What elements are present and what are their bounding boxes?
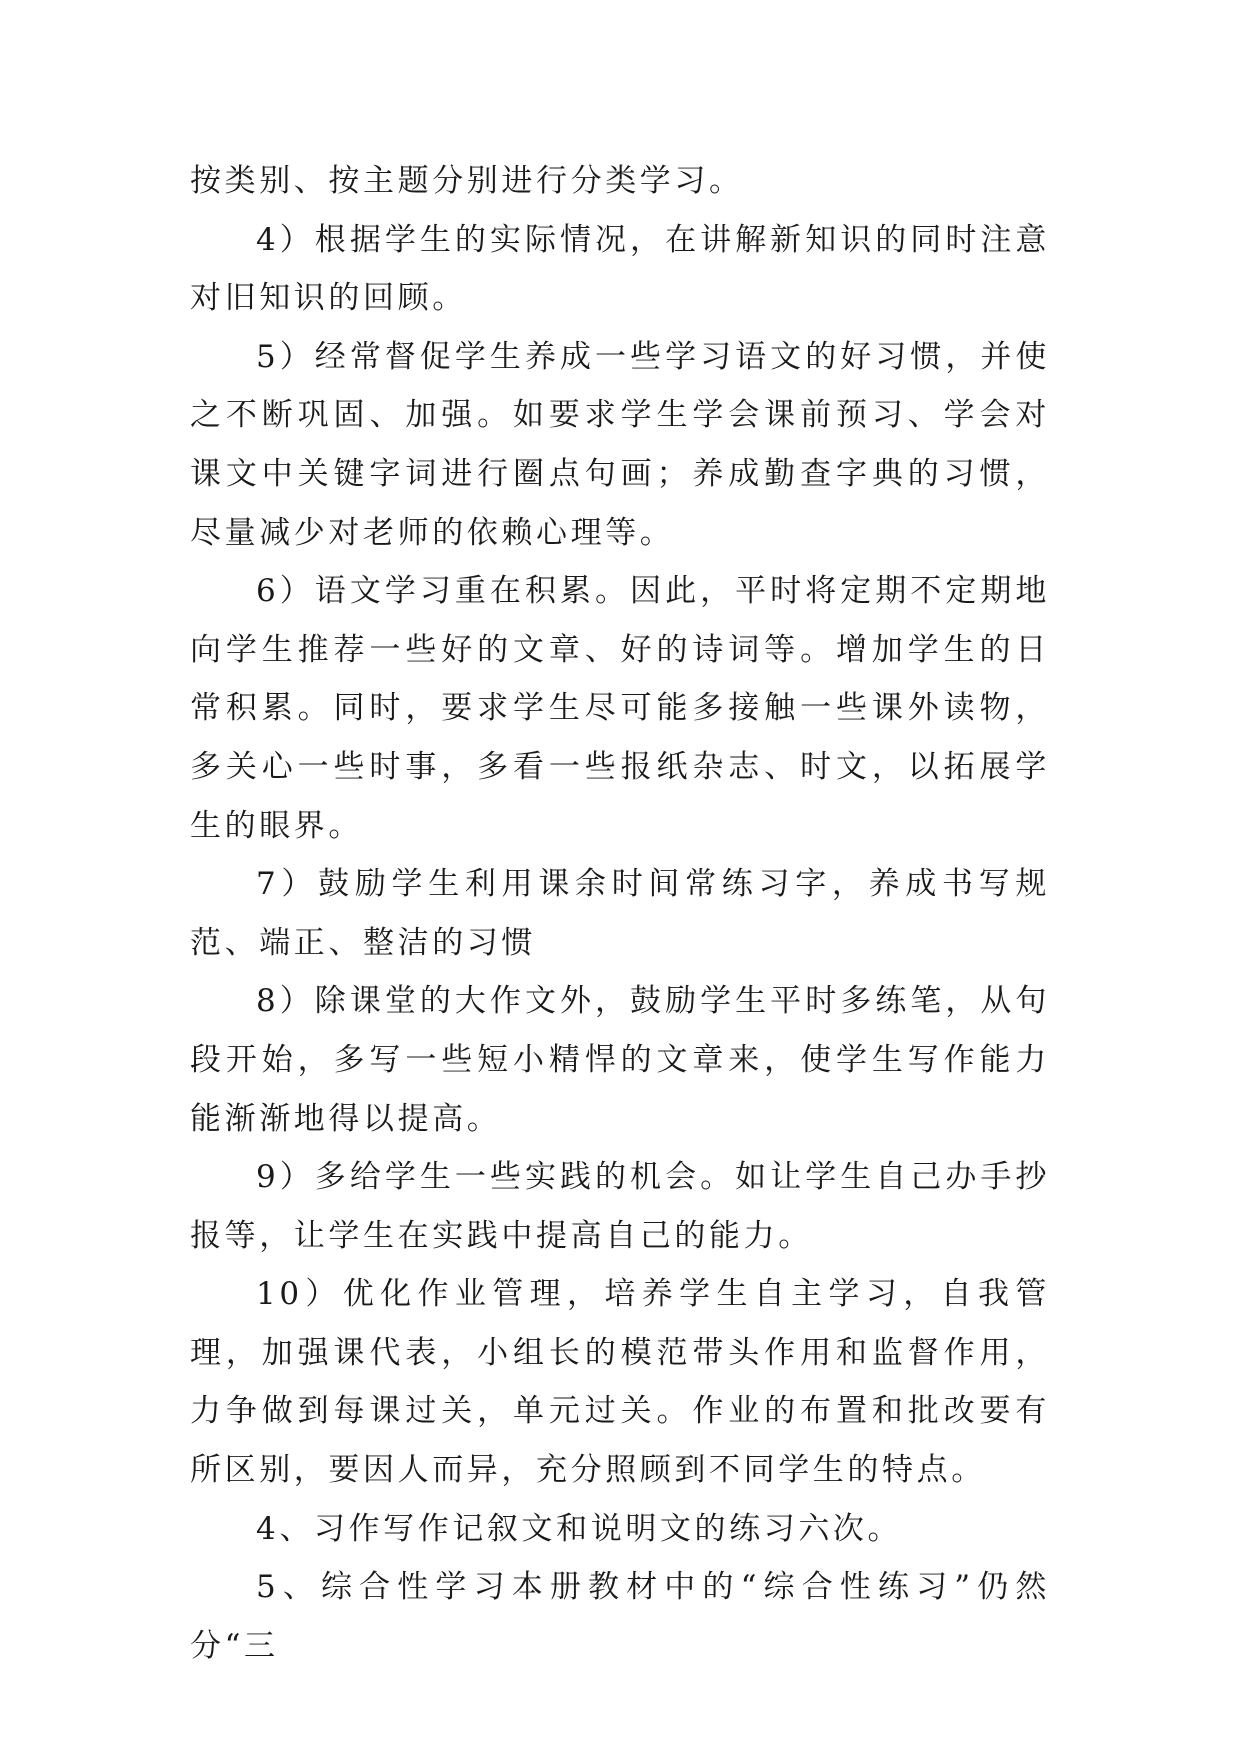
paragraph-item-5: 5）经常督促学生养成一些学习语文的好习惯，并使之不断巩固、加强。如要求学生学会课前预习、学会对课文中关键字词进行圈点句画；养成勤查字典的习惯，尽量减少对老师的依赖心理等。 <box>190 338 1050 551</box>
paragraph-item-6: 6）语文学习重在积累。因此，平时将定期不定期地向学生推荐一些好的文章、好的诗词等。增加学生的日常积累。同时，要求学生尽可能多接触一些课外读物，多关心一些时事，多看一些报纸杂志、时文，以拓展学生的眼界。 <box>190 573 1050 844</box>
paragraph-item-9: 9）多给学生一些实践的机会。如让学生自己办手抄报等，让学生在实践中提高自己的能力。 <box>190 1159 1050 1254</box>
paragraph-item-4: 4）根据学生的实际情况，在讲解新知识的同时注意对旧知识的回顾。 <box>190 221 1050 317</box>
paragraph-item-8: 8）除课堂的大作文外，鼓励学生平时多练笔，从句段开始，多写一些短小精悍的文章来，使学生写作能力能渐渐地得以提高。 <box>190 983 1050 1137</box>
paragraph-section-4: 4、习作写作记叙文和说明文的练习六次。 <box>256 1510 903 1547</box>
paragraph-section-5: 5、综合性学习本册教材中的“综合性练习”仍然分“三 <box>190 1569 1050 1664</box>
document-body <box>190 152 1050 1675</box>
paragraph-item-7: 7）鼓励学生利用课余时间常练习字，养成书写规范、端正、整洁的习惯 <box>190 866 1050 961</box>
paragraph-continuation: 按类别、按主题分别进行分类学习。 <box>190 163 744 199</box>
paragraph-item-10: 10）优化作业管理，培养学生自主学习，自我管理，加强课代表，小组长的模范带头作用和监督作用，力争做到每课过关，单元过关。作业的布置和批改要有所区别，要因人而异，充分照顾到不同学生的特点。 <box>190 1276 1050 1489</box>
